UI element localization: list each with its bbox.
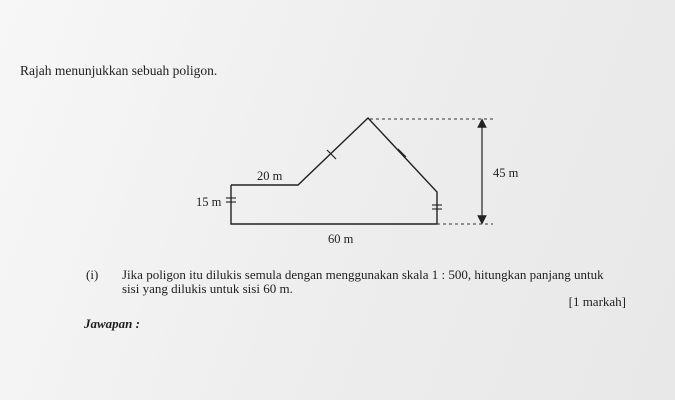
question-line-2: sisi yang dilukis untuk sisi 60 m. xyxy=(122,281,293,296)
intro-text: Rajah menunjukkan sebuah poligon. xyxy=(20,63,218,78)
question-number: (i) xyxy=(86,267,99,282)
question-line-1: Jika poligon itu dilukis semula dengan menggunakan skala 1 : 500, hitungkan panjang untuk xyxy=(122,267,604,282)
marks-label: [1 markah] xyxy=(568,294,626,309)
question-text xyxy=(122,268,622,296)
answer-label: Jawapan : xyxy=(84,316,140,331)
tick-mark-right-slope xyxy=(398,149,406,157)
label-15m: 15 m xyxy=(196,195,222,209)
label-20m: 20 m xyxy=(257,169,283,183)
label-45m: 45 m xyxy=(493,166,519,180)
tick-mark-left-slope xyxy=(327,150,336,159)
label-60m: 60 m xyxy=(328,232,354,246)
